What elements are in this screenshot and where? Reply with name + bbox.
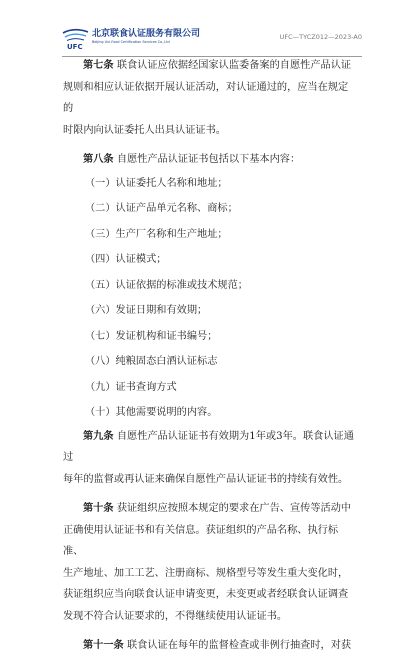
list-item: （四）认证模式； [85, 254, 167, 265]
list-item: （十）其他需要说明的内容。 [85, 407, 218, 418]
article-7-line: 时限内向认证委托人出具认证证书。 [63, 124, 226, 136]
article-10-line: 发现不符合认证要求的，不得继续使用认证证书。 [63, 610, 288, 622]
list-item: （一）认证委托人名称和地址； [85, 177, 228, 189]
article-10-line: 生产地址、加工工艺、注册商标、规格型号等发生重大变化时， [63, 567, 349, 579]
company-name-en: Beijing Uni-Food Certification Services Co.,Ltd [92, 40, 170, 44]
article-9-line: 自愿性产品认证证书有效期为1年或3年。联食认证通过 [63, 430, 354, 463]
list-item: （六）发证日期和有效期； [85, 305, 208, 316]
article-10-title: 第十条 [83, 502, 114, 514]
article-10-line: 获证组织应按照本规定的要求在广告、宣传等活动中 [116, 503, 352, 514]
company-name-cn: 北京联食认证服务有限公司 [92, 29, 201, 39]
list-item: （八）纯粮固态白酒认证标志 [85, 356, 218, 367]
list-item: （五）认证依据的标准或技术规范； [85, 279, 248, 291]
company-logo [62, 28, 90, 50]
list-item: （七）发证机构和证书编号； [85, 330, 218, 342]
article-7-line: 联食认证应依据经国家认监委备案的自愿性产品认证 [116, 60, 352, 71]
article-10 [63, 498, 356, 627]
company-name [92, 30, 200, 44]
article-9 [63, 426, 356, 491]
article-8 [63, 149, 356, 171]
document-body [63, 55, 356, 657]
article-10-line: 正确使用认证证书和有关信息。获证组织的产品名称、执行标准、 [63, 524, 339, 557]
article-11 [63, 635, 356, 657]
page-header [62, 28, 362, 58]
article-11-line: 联食认证在每年的监督检查或非例行抽查时，对获 [127, 640, 352, 651]
article-8-title: 第八条 [83, 153, 114, 165]
article-7 [63, 55, 356, 141]
list-item: （二）认证产品单元名称、商标； [85, 203, 238, 214]
article-7-line: 规则和相应认证依据开展认证活动，对认证通过的，应当在规定的 [63, 81, 349, 114]
article-8-intro: 自愿性产品认证证书包括以下基本内容： [116, 154, 301, 165]
article-7-title: 第七条 [83, 59, 114, 71]
document-code: UFC—TYCZ012—2023-A0 [279, 33, 362, 41]
article-9-line: 每年的监督或再认证来确保自愿性产品认证证书的持续有效性。 [63, 473, 349, 485]
list-item: （三）生产厂名称和生产地址； [85, 228, 228, 240]
list-item: （九）证书查询方式 [85, 381, 177, 393]
article-11-title: 第十一条 [83, 639, 124, 651]
article-9-title: 第九条 [83, 429, 114, 442]
logo-text: UFC [67, 43, 83, 50]
article-10-line: 获证组织应当向联食认证申请变更，未变更或者经联食认证调查 [63, 589, 349, 600]
